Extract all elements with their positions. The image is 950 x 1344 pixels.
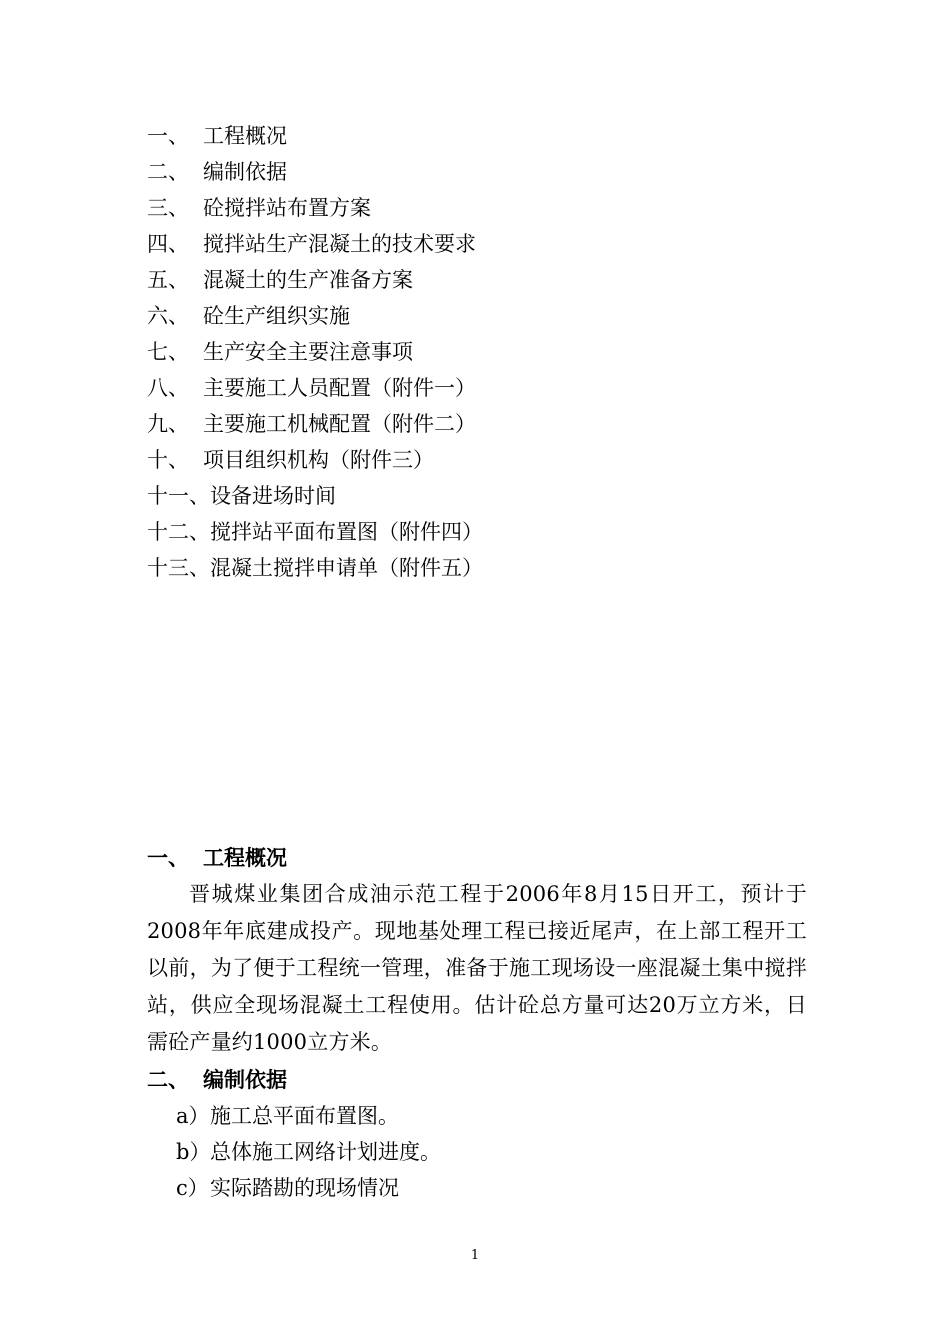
toc-item-title: 混凝土的生产准备方案 [203,268,413,292]
toc-item-number: 十三、 [147,556,210,580]
toc-item-number: 十二、 [147,520,210,544]
toc-item [147,226,807,262]
toc-item [147,262,807,298]
toc-item-number: 六、 [147,304,189,328]
toc-item [147,370,807,406]
toc-item-title: 混凝土搅拌申请单（附件五） [210,556,483,580]
toc-item-title: 工程概况 [203,124,287,148]
toc-item-number: 五、 [147,268,189,292]
overview-paragraph: 晋城煤业集团合成油示范工程于2006年8月15日开工，预计于2008年年底建成投产。现地基处理工程已接近尾声，在上部工程开工以前，为了便于工程统一管理，准备于施工现场设一座混凝土集中搅拌站，供应全现场混凝土工程使用。估计砼总方量可达20万立方米，日需砼产量约1000立方米。 [147,882,807,1054]
list-item [176,1098,441,1134]
toc-item [147,550,807,586]
toc-item-title: 设备进场时间 [210,484,336,508]
toc-item-title: 生产安全主要注意事项 [203,340,413,364]
toc-item [147,118,807,154]
toc-item [147,406,807,442]
list-item [176,1170,441,1206]
toc-item-number: 十一、 [147,484,210,508]
toc-item [147,442,807,478]
page-number: 1 [470,1248,480,1263]
toc-item-title: 砼搅拌站布置方案 [203,196,371,220]
toc-item-number: 三、 [147,196,189,220]
toc-item [147,190,807,226]
list-item-text: 实际踏勘的现场情况 [210,1176,399,1200]
basis-list [176,1098,441,1206]
table-of-contents [147,118,807,586]
list-marker: b） [176,1140,211,1164]
list-marker: c） [176,1176,209,1200]
toc-item-number: 十、 [147,448,189,472]
list-item [176,1134,441,1170]
list-marker: a） [176,1104,210,1128]
section-title: 工程概况 [203,845,287,870]
toc-item-number: 八、 [147,376,189,400]
toc-item-title: 搅拌站平面布置图（附件四） [210,520,483,544]
toc-item [147,154,807,190]
toc-item-number: 二、 [147,160,189,184]
toc-item-number: 四、 [147,232,189,256]
toc-item [147,514,807,550]
section-title: 编制依据 [203,1067,287,1092]
toc-item-title: 主要施工人员配置（附件一） [203,376,476,400]
toc-item-title: 搅拌站生产混凝土的技术要求 [203,232,476,256]
toc-item-number: 九、 [147,412,189,436]
toc-item [147,298,807,334]
section-number: 一、 [147,845,189,870]
toc-item [147,478,807,514]
section-number: 二、 [147,1067,189,1092]
toc-item [147,334,807,370]
toc-item-number: 一、 [147,124,189,148]
toc-item-title: 编制依据 [203,160,287,184]
toc-item-number: 七、 [147,340,189,364]
toc-item-title: 项目组织机构（附件三） [203,448,434,472]
toc-item-title: 主要施工机械配置（附件二） [203,412,476,436]
list-item-text: 总体施工网络计划进度。 [210,1140,441,1164]
toc-item-title: 砼生产组织实施 [203,304,350,328]
section-heading-basis [147,1062,287,1098]
list-item-text: 施工总平面布置图。 [210,1104,399,1128]
section-heading-overview [147,840,287,876]
